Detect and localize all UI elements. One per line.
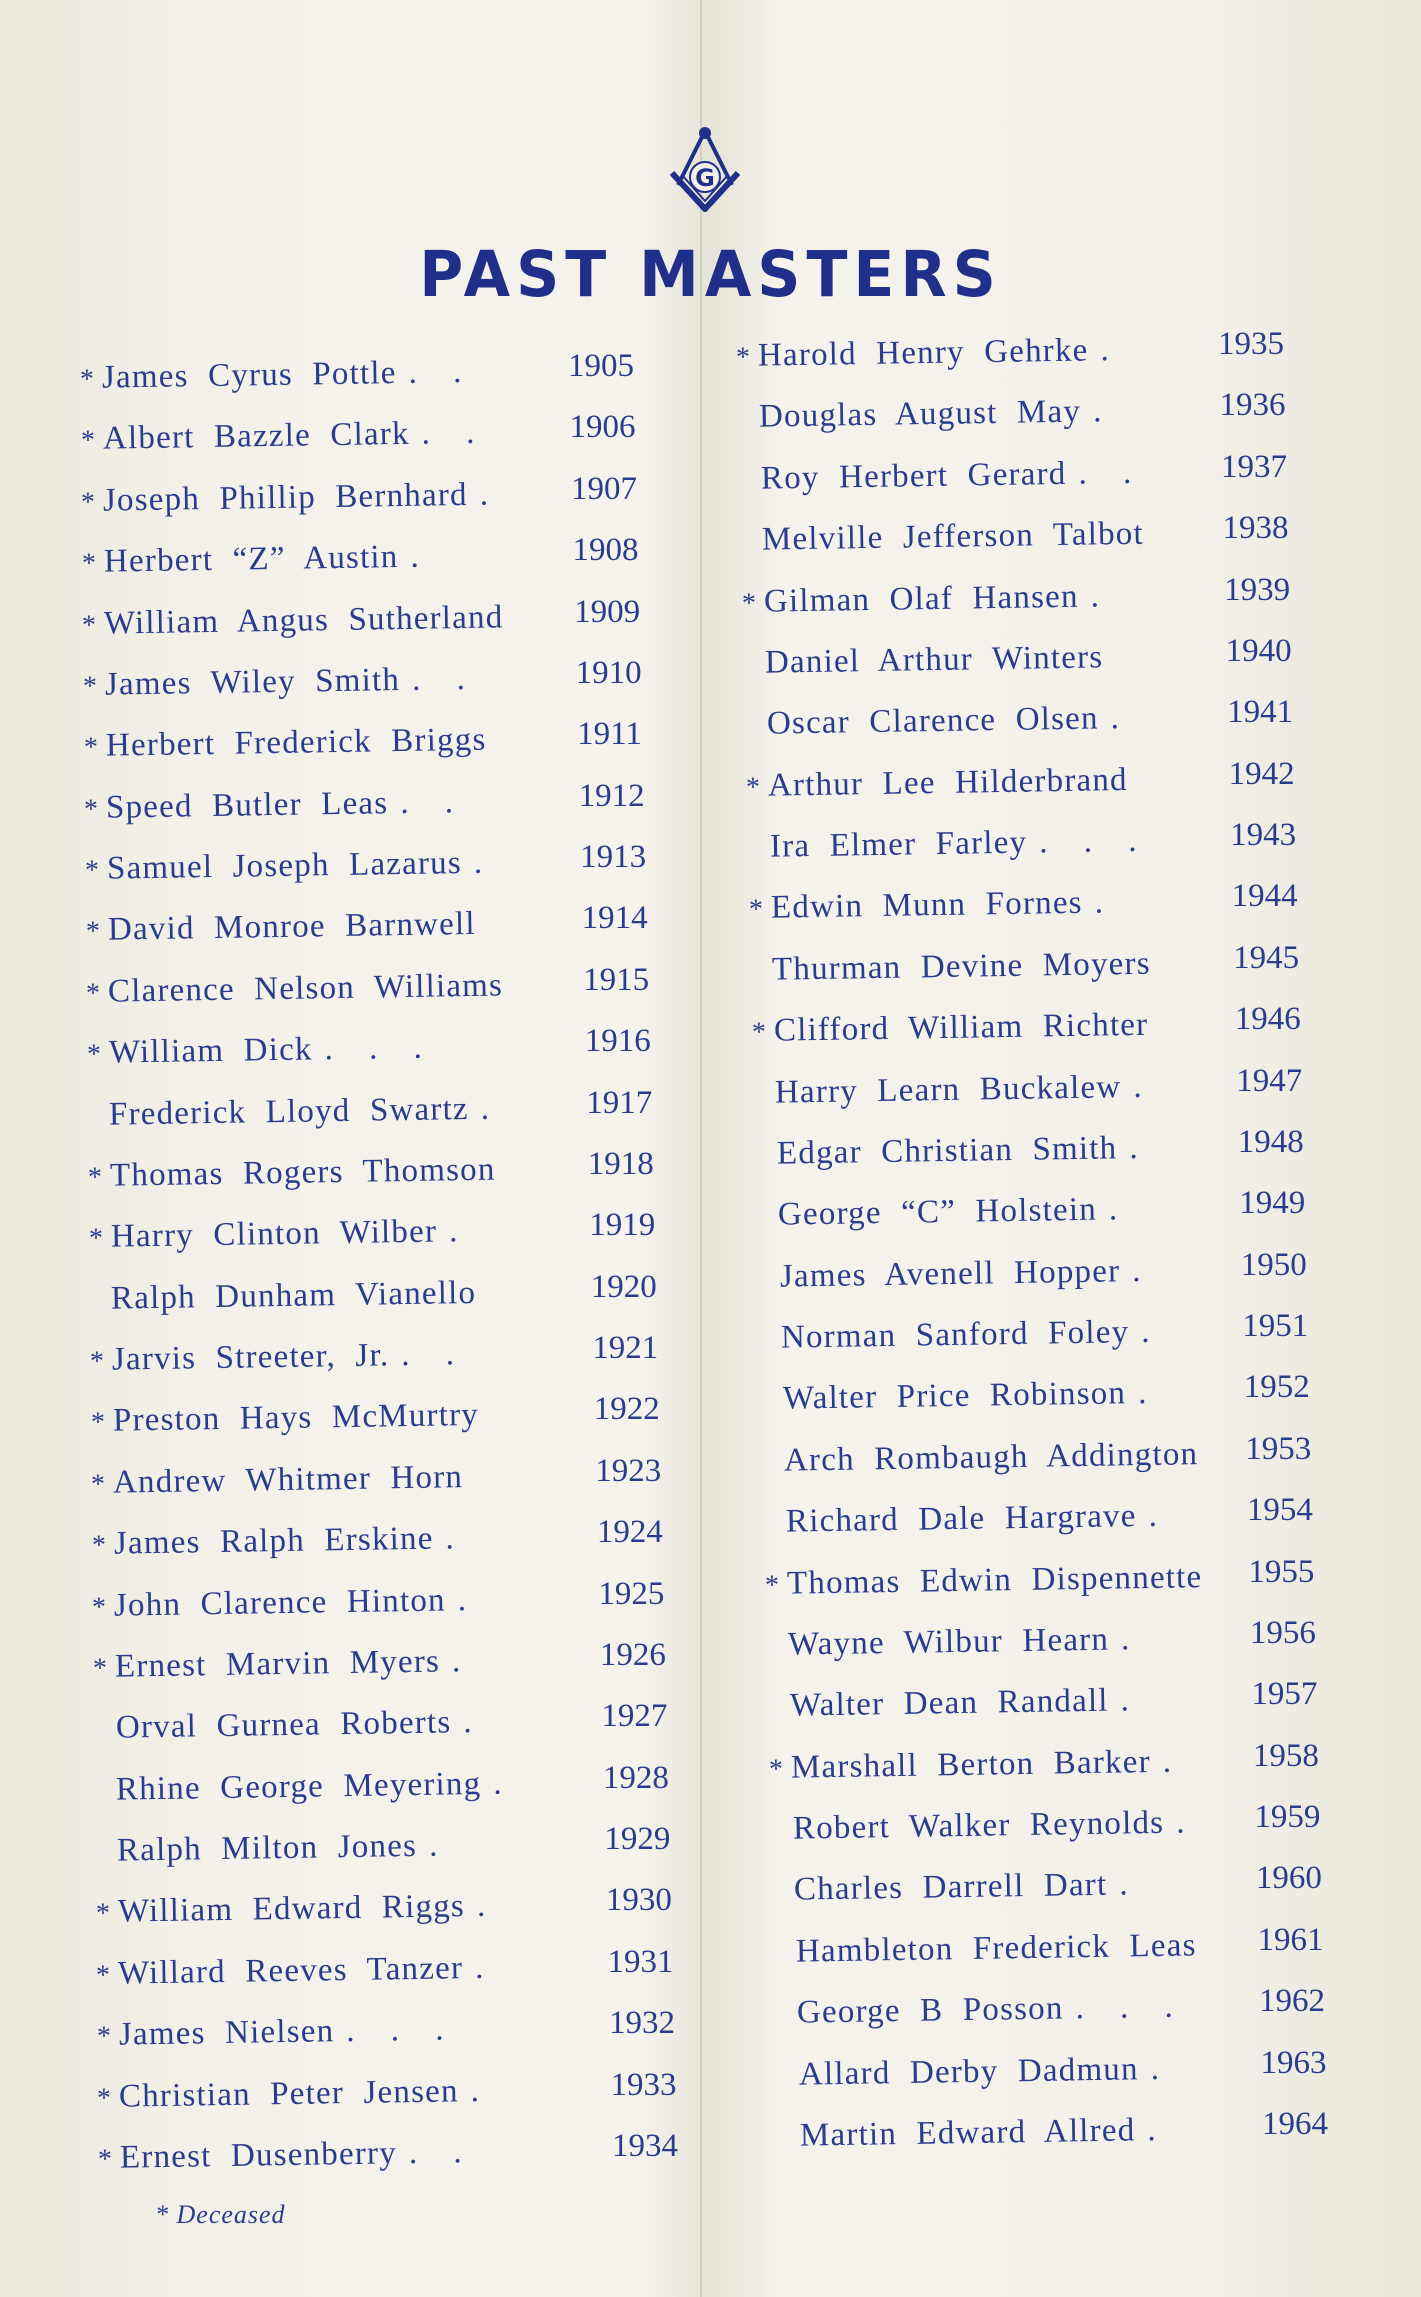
past-master-row xyxy=(747,823,1150,866)
leader-dots: . xyxy=(479,476,503,513)
master-year: 1949 xyxy=(1239,1185,1306,1222)
leader-dots: . xyxy=(462,1704,486,1741)
square-and-compasses-icon xyxy=(660,125,750,215)
deceased-marker: * xyxy=(84,793,99,825)
master-year: 1912 xyxy=(578,777,645,814)
past-master-row xyxy=(96,1950,498,1993)
deceased-marker: * xyxy=(92,1652,108,1684)
deceased-marker: * xyxy=(88,1223,103,1255)
leader-dots: . xyxy=(1128,1129,1152,1167)
master-year: 1940 xyxy=(1225,632,1292,669)
leader-dots: . xyxy=(410,538,433,575)
leader-dots: . xyxy=(1121,1621,1144,1658)
past-master-row xyxy=(755,1130,1152,1173)
leader-dots: . xyxy=(1093,393,1117,430)
deceased-marker: * xyxy=(81,547,97,580)
master-name: James Cyrus Pottle xyxy=(101,355,397,396)
past-master-row xyxy=(739,454,1146,497)
master-name: Thomas Rogers Thomson xyxy=(109,1151,496,1194)
past-master-row xyxy=(81,476,503,520)
master-year: 1947 xyxy=(1236,1062,1303,1099)
past-master-row xyxy=(88,1213,471,1256)
deceased-marker: * xyxy=(764,1569,780,1601)
master-name: Walter Dean Randall xyxy=(789,1682,1109,1724)
leader-dots: . xyxy=(457,1581,481,1618)
leader-dots xyxy=(487,906,488,942)
deceased-marker: * xyxy=(95,1898,110,1930)
master-name: Martin Edward Allred xyxy=(799,2112,1136,2154)
master-year: 1921 xyxy=(592,1330,659,1367)
master-name: Hambleton Frederick Leas xyxy=(795,1927,1197,1970)
master-name: Preston Hays McMurtry xyxy=(112,1397,479,1440)
master-year: 1911 xyxy=(577,716,642,753)
deceased-marker: * xyxy=(90,1407,105,1439)
master-name: Norman Sanford Foley xyxy=(780,1314,1130,1356)
leader-dots xyxy=(475,1459,476,1495)
deceased-marker: * xyxy=(83,732,98,764)
past-master-row xyxy=(746,761,1140,804)
master-year: 1959 xyxy=(1254,1799,1321,1836)
master-name: Arthur Lee Hilderbrand xyxy=(767,761,1129,804)
leader-dots: . xyxy=(445,1520,468,1557)
leader-dots: . xyxy=(1090,577,1113,615)
master-year: 1962 xyxy=(1258,1983,1325,2020)
master-year: 1941 xyxy=(1227,694,1294,731)
master-name: Oscar Clarence Olsen xyxy=(766,700,1099,742)
past-master-row xyxy=(83,722,498,766)
leader-dots xyxy=(488,1274,489,1310)
master-year: 1933 xyxy=(610,2066,677,2103)
master-year: 1914 xyxy=(581,900,648,937)
deceased-marker: * xyxy=(85,916,100,948)
master-name: Willard Reeves Tanzer xyxy=(117,1950,464,1992)
deceased-marker: * xyxy=(745,771,761,803)
master-name: Samuel Joseph Lazarus xyxy=(106,845,463,887)
master-name: Allard Derby Dadmun xyxy=(798,2050,1139,2093)
past-master-row xyxy=(768,1682,1143,1725)
leader-dots xyxy=(516,599,517,635)
past-master-row xyxy=(753,1068,1156,1111)
master-name: Robert Walker Reynolds xyxy=(792,1804,1165,1847)
past-master-row xyxy=(83,661,479,704)
master-name: Thurman Devine Moyers xyxy=(772,945,1152,988)
master-year: 1923 xyxy=(595,1452,662,1489)
leader-dots xyxy=(498,722,499,758)
leader-dots: . . xyxy=(411,660,480,698)
leader-dots: . xyxy=(493,1765,517,1802)
past-master-row xyxy=(741,578,1112,621)
master-name: Herbert “Z” Austin xyxy=(103,539,399,580)
past-master-row xyxy=(765,1559,1215,1603)
past-master-row xyxy=(91,1459,476,1502)
master-year: 1943 xyxy=(1230,817,1297,854)
past-master-row xyxy=(87,1030,436,1072)
past-master-row xyxy=(95,1827,452,1870)
master-year: 1920 xyxy=(590,1268,657,1305)
master-name: James Ralph Erskine xyxy=(113,1520,434,1562)
master-year: 1927 xyxy=(601,1698,668,1735)
deceased-marker: * xyxy=(90,1468,106,1500)
master-year: 1936 xyxy=(1219,387,1286,424)
leader-dots xyxy=(1140,761,1141,797)
leader-dots: . xyxy=(1108,1191,1132,1228)
master-year: 1953 xyxy=(1245,1430,1312,1467)
master-name: William Angus Sutherland xyxy=(104,598,505,642)
footnote: * Deceased xyxy=(155,2200,286,2229)
master-name: William Dick xyxy=(108,1031,313,1071)
master-name: Roy Herbert Gerard xyxy=(760,455,1067,497)
master-year: 1905 xyxy=(568,348,634,384)
leader-dots: . xyxy=(451,1642,475,1680)
master-year: 1909 xyxy=(574,593,641,630)
past-master-row xyxy=(766,1621,1144,1664)
leader-dots: . xyxy=(1141,1313,1164,1351)
past-master-row xyxy=(769,1743,1186,1787)
master-year: 1950 xyxy=(1240,1246,1307,1283)
master-name: Christian Peter Jensen xyxy=(119,2072,460,2115)
master-year: 1963 xyxy=(1260,2044,1327,2081)
master-name: Harry Clinton Wilber xyxy=(110,1213,438,1255)
past-master-row xyxy=(86,967,516,1011)
page-fold xyxy=(700,0,702,2297)
past-master-row xyxy=(756,1191,1132,1234)
deceased-marker: * xyxy=(96,2021,112,2053)
leader-dots: . xyxy=(473,844,497,881)
master-name: Wayne Wilbur Hearn xyxy=(788,1621,1110,1663)
leader-dots xyxy=(1214,1559,1215,1595)
past-master-row xyxy=(775,1989,1187,2032)
past-master-row xyxy=(90,1397,491,1440)
deceased-marker: * xyxy=(751,1016,767,1049)
master-year: 1946 xyxy=(1234,1001,1301,1038)
master-name: George “C” Holstein xyxy=(777,1191,1098,1233)
master-year: 1935 xyxy=(1218,326,1284,362)
leader-dots: . . xyxy=(408,2134,476,2172)
master-year: 1945 xyxy=(1233,939,1300,976)
master-year: 1910 xyxy=(575,654,642,691)
leader-dots: . xyxy=(470,2072,494,2109)
deceased-marker: * xyxy=(79,363,95,395)
past-master-row xyxy=(772,1867,1142,1910)
master-year: 1937 xyxy=(1221,448,1288,485)
master-year: 1929 xyxy=(604,1821,671,1858)
leader-dots: . xyxy=(428,1827,452,1864)
master-name: Gilman Olaf Hansen xyxy=(763,578,1079,620)
master-name: Ernest Marvin Myers xyxy=(114,1643,441,1685)
leader-dots: . xyxy=(1147,2111,1170,2149)
leader-dots: . . xyxy=(420,414,489,453)
past-master-row xyxy=(740,516,1156,560)
leader-dots xyxy=(507,1151,508,1187)
deceased-marker: * xyxy=(769,1753,784,1785)
master-name: Edwin Munn Fornes xyxy=(770,885,1083,927)
leader-dots xyxy=(515,967,516,1003)
master-year: 1944 xyxy=(1231,878,1298,915)
past-master-row xyxy=(80,415,488,458)
master-year: 1907 xyxy=(571,470,638,507)
deceased-marker: * xyxy=(85,977,101,1009)
leader-dots: . xyxy=(1119,1866,1143,1904)
past-master-row xyxy=(98,2134,476,2177)
master-name: Rhine George Meyering xyxy=(115,1765,482,1808)
master-name: Ira Elmer Farley xyxy=(769,824,1028,865)
master-name: Walter Price Robinson xyxy=(782,1375,1126,1418)
deceased-marker: * xyxy=(84,854,100,887)
past-master-row xyxy=(744,700,1132,743)
master-name: Melville Jefferson Talbot xyxy=(762,515,1145,558)
deceased-marker: * xyxy=(97,2082,112,2114)
master-year: 1952 xyxy=(1243,1369,1310,1406)
past-master-row xyxy=(91,1520,467,1563)
master-name: Clarence Nelson Williams xyxy=(107,967,504,1010)
master-name: Albert Bazzle Clark xyxy=(102,416,410,458)
past-master-row xyxy=(736,332,1123,375)
leader-dots xyxy=(1156,516,1157,552)
master-name: William Edward Riggs xyxy=(117,1888,465,1931)
leader-dots: . xyxy=(476,1888,499,1925)
past-master-row xyxy=(85,906,487,949)
past-master-row xyxy=(80,354,476,397)
leader-dots: . . . xyxy=(324,1029,436,1068)
leader-dots: . xyxy=(1110,700,1133,737)
deceased-marker: * xyxy=(748,894,764,926)
master-name: Marshall Berton Barker xyxy=(791,1743,1152,1786)
leader-dots: . . . xyxy=(1075,1988,1188,2027)
master-year: 1939 xyxy=(1224,571,1291,608)
master-name: Andrew Whitmer Horn xyxy=(112,1458,464,1501)
deceased-marker: * xyxy=(87,1161,103,1193)
past-master-row xyxy=(90,1336,469,1379)
leader-dots: . xyxy=(1175,1804,1199,1841)
master-year: 1957 xyxy=(1251,1676,1318,1713)
master-year: 1922 xyxy=(593,1391,660,1428)
leader-dots: . xyxy=(1131,1252,1155,1289)
leader-dots: . . xyxy=(400,1336,469,1374)
deceased-marker: * xyxy=(97,2143,113,2175)
past-master-row xyxy=(89,1274,489,1317)
master-year: 1961 xyxy=(1257,1921,1324,1958)
leader-dots: . xyxy=(1147,1497,1171,1535)
master-year: 1906 xyxy=(569,409,636,446)
master-name: Richard Dale Hargrave xyxy=(785,1498,1137,1540)
past-master-row xyxy=(94,1765,516,1809)
deceased-marker: * xyxy=(80,425,95,457)
deceased-marker: * xyxy=(89,1345,105,1378)
master-name: Joseph Phillip Bernhard xyxy=(102,476,469,519)
leader-dots: . . . xyxy=(345,2011,458,2050)
past-master-row xyxy=(770,1804,1198,1848)
past-master-row xyxy=(773,1927,1208,1971)
past-master-row xyxy=(749,885,1118,928)
deceased-marker: * xyxy=(95,1959,111,1991)
leader-dots: . . . xyxy=(1038,822,1151,861)
master-name: Orval Gurnea Roberts xyxy=(115,1704,452,1746)
master-name: James Wiley Smith xyxy=(104,661,401,703)
master-name: John Clarence Hinton xyxy=(114,1582,447,1624)
leader-dots: . xyxy=(1162,1743,1186,1780)
master-name: Harold Henry Gehrke xyxy=(757,332,1089,374)
master-year: 1942 xyxy=(1228,755,1295,792)
leader-dots: . xyxy=(480,1090,504,1127)
master-name: James Avenell Hopper xyxy=(779,1252,1121,1295)
master-year: 1951 xyxy=(1242,1308,1309,1345)
past-master-row xyxy=(95,1888,499,1931)
leader-dots: . xyxy=(448,1213,472,1250)
leader-dots: . . xyxy=(400,783,468,821)
leader-dots xyxy=(1163,945,1164,981)
master-year: 1925 xyxy=(598,1575,665,1612)
master-year: 1955 xyxy=(1248,1553,1315,1590)
past-master-row xyxy=(92,1581,481,1624)
master-name: Clifford William Richter xyxy=(773,1006,1149,1049)
master-year: 1931 xyxy=(607,1943,674,1980)
past-master-row xyxy=(759,1314,1164,1357)
deceased-marker: * xyxy=(81,486,96,518)
master-year: 1938 xyxy=(1222,510,1289,547)
deceased-marker: * xyxy=(86,1038,102,1071)
leader-dots xyxy=(1208,1927,1209,1963)
past-master-row xyxy=(93,1704,485,1747)
master-year: 1948 xyxy=(1237,1123,1304,1160)
past-master-row xyxy=(763,1498,1170,1541)
master-year: 1913 xyxy=(580,839,647,876)
past-master-row xyxy=(85,845,497,888)
master-year: 1917 xyxy=(586,1084,653,1121)
master-name: Speed Butler Leas xyxy=(106,784,389,826)
past-master-row xyxy=(97,2072,493,2115)
leader-dots xyxy=(490,1397,491,1433)
master-year: 1958 xyxy=(1252,1737,1319,1774)
past-master-row xyxy=(82,539,433,582)
master-name: Ernest Dusenberry xyxy=(119,2135,398,2176)
master-name: Daniel Arthur Winters xyxy=(764,639,1104,681)
master-year: 1932 xyxy=(608,2005,675,2042)
past-master-row xyxy=(82,599,516,643)
emblem-letter: G xyxy=(695,164,715,192)
deceased-marker: * xyxy=(82,609,97,641)
master-name: Ralph Dunham Vianello xyxy=(111,1274,477,1317)
master-name: Thomas Edwin Dispennette xyxy=(786,1558,1203,1602)
leader-dots: . xyxy=(1120,1682,1144,1719)
past-master-row xyxy=(743,639,1116,682)
leader-dots: . xyxy=(1137,1375,1161,1412)
master-name: Jarvis Streeter, Jr. xyxy=(111,1337,390,1378)
master-name: Frederick Lloyd Swartz xyxy=(109,1090,470,1133)
master-year: 1960 xyxy=(1255,1860,1322,1897)
deceased-marker: * xyxy=(92,1591,107,1623)
master-name: Edgar Christian Smith xyxy=(776,1130,1118,1172)
deceased-marker: * xyxy=(91,1529,107,1562)
master-year: 1918 xyxy=(587,1145,654,1182)
master-year: 1928 xyxy=(602,1759,669,1796)
page-title: PAST MASTERS xyxy=(419,238,1002,312)
leader-dots: . xyxy=(1133,1068,1157,1105)
past-master-row xyxy=(87,1090,504,1134)
master-name: Arch Rombaugh Addington xyxy=(783,1435,1199,1479)
master-name: George B Posson xyxy=(796,1990,1064,2031)
leader-dots: . . xyxy=(408,353,476,391)
leader-dots: . xyxy=(1149,2050,1173,2087)
past-master-row xyxy=(778,2112,1170,2155)
master-year: 1926 xyxy=(599,1636,666,1673)
past-master-row xyxy=(752,1007,1161,1050)
master-name: Herbert Frederick Briggs xyxy=(105,721,487,764)
master-name: Ralph Milton Jones xyxy=(116,1828,418,1869)
master-year: 1930 xyxy=(605,1882,672,1919)
master-year: 1956 xyxy=(1249,1614,1316,1651)
past-master-row xyxy=(750,945,1163,988)
past-master-row xyxy=(776,2050,1173,2093)
leader-dots: . xyxy=(1094,884,1118,921)
deceased-marker: * xyxy=(741,587,757,619)
master-name: James Nielsen xyxy=(118,2013,335,2053)
leader-dots xyxy=(1160,1007,1161,1043)
leader-dots xyxy=(1115,639,1116,675)
past-master-row xyxy=(88,1151,508,1195)
past-master-row xyxy=(96,2012,457,2055)
past-master-row xyxy=(84,784,468,827)
past-master-row xyxy=(757,1252,1154,1295)
deceased-marker: * xyxy=(82,670,98,702)
past-master-row xyxy=(93,1643,475,1686)
leader-dots: . xyxy=(474,1949,498,1986)
master-year: 1908 xyxy=(572,532,639,569)
past-master-row xyxy=(737,393,1116,436)
master-name: Charles Darrell Dart xyxy=(793,1867,1108,1909)
leader-dots xyxy=(1210,1436,1211,1472)
master-name: David Monroe Barnwell xyxy=(107,906,476,949)
master-year: 1919 xyxy=(589,1207,656,1244)
past-master-row xyxy=(762,1436,1211,1480)
master-year: 1924 xyxy=(596,1514,663,1551)
past-master-row xyxy=(760,1375,1160,1418)
leader-dots: . . xyxy=(1078,454,1146,492)
master-year: 1915 xyxy=(583,961,650,998)
master-year: 1954 xyxy=(1246,1492,1313,1529)
master-year: 1964 xyxy=(1262,2106,1328,2142)
master-year: 1916 xyxy=(584,1023,651,1060)
master-name: Harry Learn Buckalew xyxy=(775,1068,1122,1111)
master-name: Douglas August May xyxy=(759,393,1082,436)
leader-dots: . xyxy=(1100,331,1124,369)
deceased-marker: * xyxy=(735,341,751,373)
master-year: 1934 xyxy=(612,2128,678,2164)
